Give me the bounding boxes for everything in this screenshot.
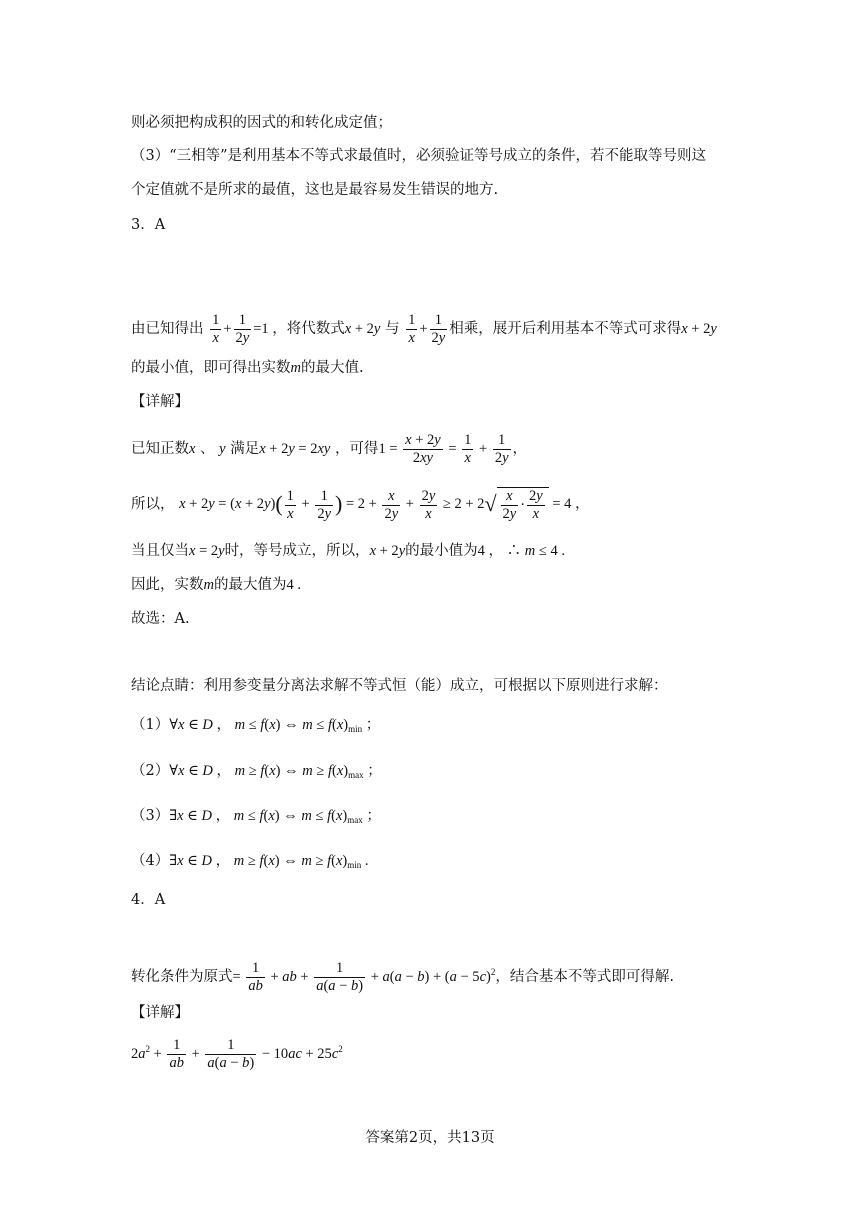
formula-line: $2a^2$ + $\frac{1}{ab}$ + $\frac{1}{a(a - b)}$ − $10ac + 25c^2$	[131, 1037, 343, 1071]
formula: $\frac{1}{x}$ + $\frac{1}{2y}$ =1	[212, 312, 273, 346]
choice-line: 故选：A.	[131, 611, 190, 627]
text-line: 则必须把构成积的因式的和转化成定值；	[131, 115, 392, 131]
rule-line: （3）∃x ∈ D ， m ≤ f(x) ⇔ $m \le f(x)_{max}$ ；	[131, 808, 381, 825]
analysis-line: 由已知得出 $\frac{1}{x}$ + $\frac{1}{2y}$ =1 ，将代数式x + 2y 与 $\frac{1}{x}$ + $\frac{1}{2y}$ 相乘，展开后利用基本不等式可求得x + 2y	[131, 312, 717, 346]
rule-line: （1）∀x ∈ D ， m ≤ f(x) ⇔ $m \le f(x)_{min}$ ；	[131, 717, 381, 734]
conclusion-line: 结论点睛：利用参变量分离法求解不等式恒（能）成立，可根据以下原则进行求解：	[131, 678, 668, 694]
rule-line: （4）∃x ∈ D ， m ≥ f(x) ⇔ $m \ge f(x)_{min}$ .	[131, 853, 369, 870]
rule-line: （2）∀x ∈ D ， m ≥ f(x) ⇔ $m \ge f(x)_{max}$ ；	[131, 763, 382, 780]
detail-line: 当且仅当x = 2y时，等号成立，所以，x + 2y的最小值为4 ， ∴ m ≤ 4 .	[131, 543, 565, 559]
analysis-line: 转化条件为原式= $\frac{1}{ab}$ + ab + $\frac{1}{a(a - b)}$ + $a(a - b) + (a - 5c)^2$，结合基本不等式即可得解.	[131, 960, 674, 994]
question-number: 3．A	[131, 217, 166, 233]
detail-line: 所以， x + 2y = (x + 2y)( $\frac{1}{x}$ + $\frac{1}{2y}$ ) = 2 + $\frac{x}{2y}$ + $\frac{2y}{x}$ ≥ 2 + 2√ $\frac{x}{2y}$ · $\frac{2y}{x}$ = 4 ，	[131, 487, 590, 522]
detail-heading: 【详解】	[131, 394, 189, 410]
text-line: 个定值就不是所求的最值，这也是最容易发生错误的地方.	[131, 182, 499, 198]
detail-line: 已知正数x 、 y 满足x + 2y = 2xy ，可得1 = $\frac{x + 2y}{2xy}$ = $\frac{1}{x}$ + $\frac{1}{2y}$ ，	[131, 432, 527, 466]
analysis-line: 的最小值，即可得出实数m的最大值.	[131, 360, 364, 376]
text-line: （3）“三相等”是利用基本不等式求最值时，必须验证等号成立的条件，若不能取等号则这	[131, 148, 707, 164]
question-number: 4．A	[131, 892, 166, 908]
detail-line: 因此，实数m的最大值为4 .	[131, 577, 301, 593]
page-footer: 答案第2页，共13页	[365, 1130, 495, 1146]
detail-heading: 【详解】	[131, 1005, 189, 1021]
formula: $\frac{1}{x}$ + $\frac{1}{2y}$	[408, 312, 446, 346]
